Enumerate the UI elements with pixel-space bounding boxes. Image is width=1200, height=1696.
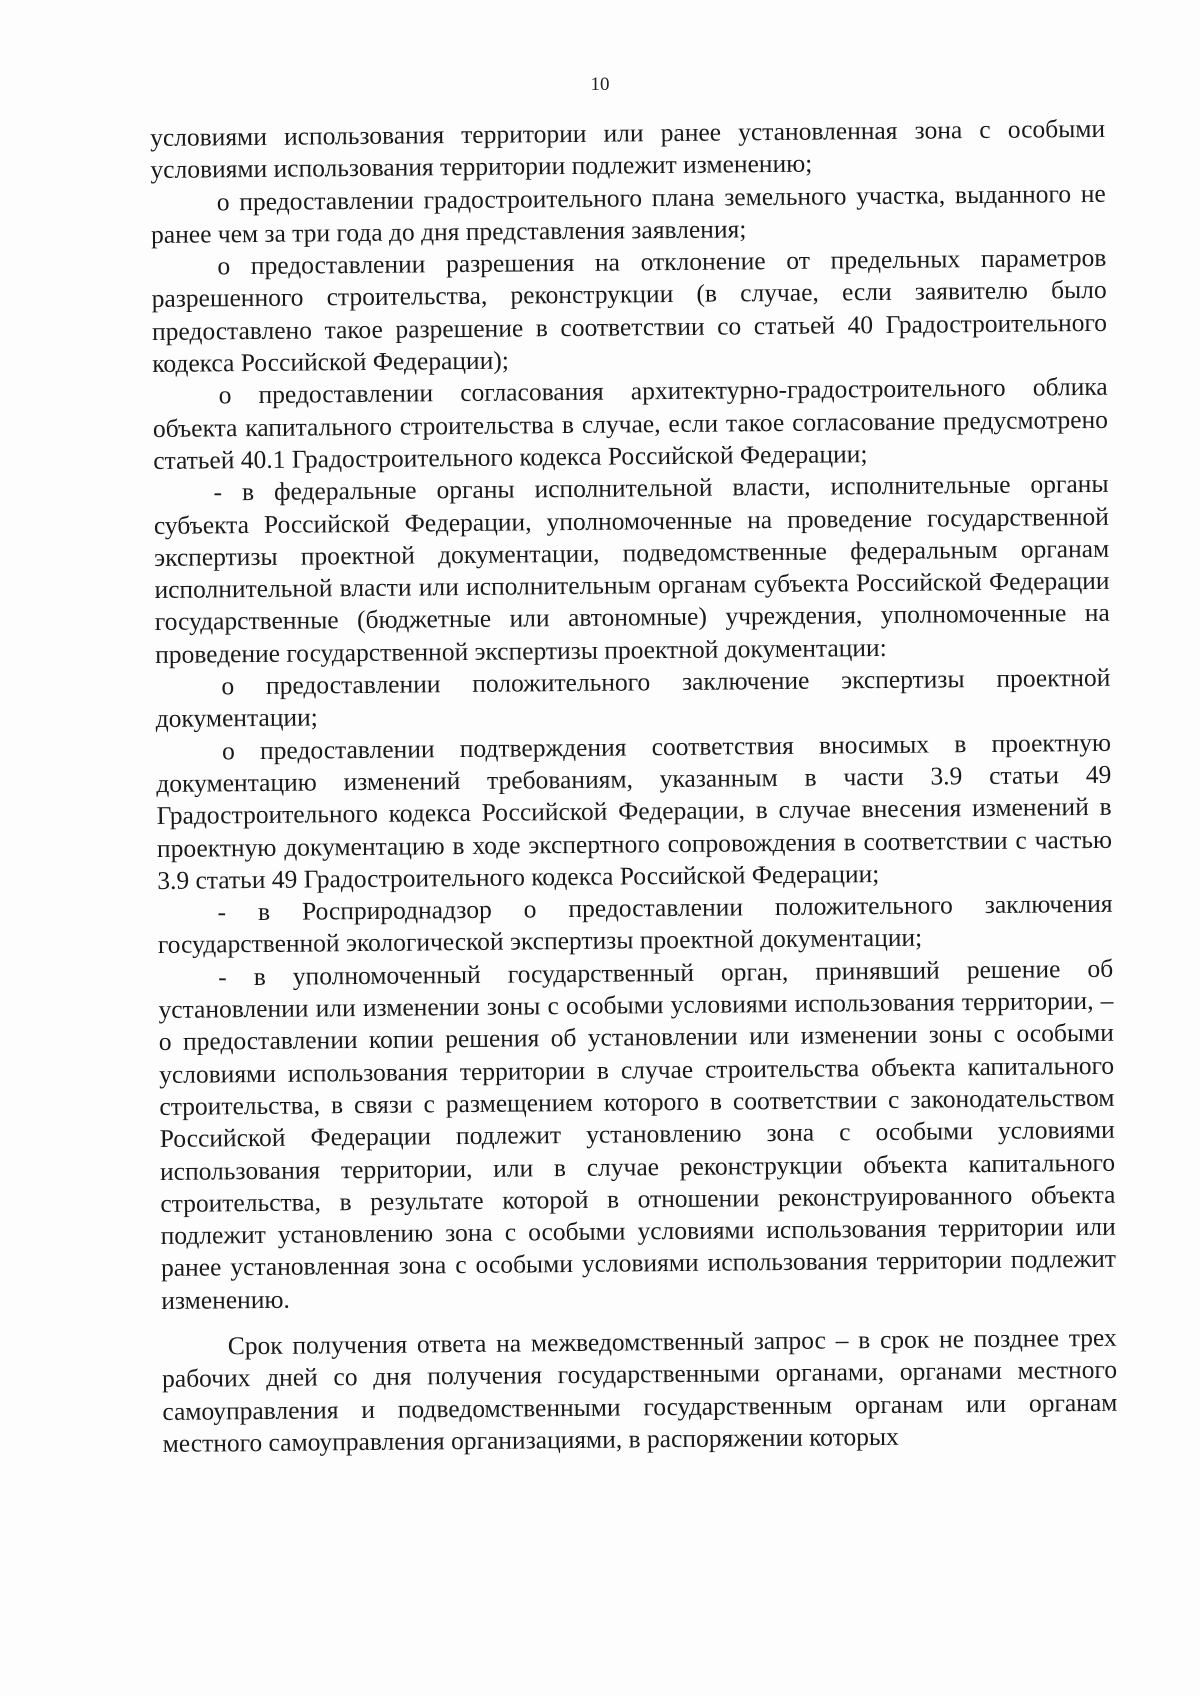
document-body: [150, 113, 1118, 1460]
paragraph-positive-conclusion: о предоставлении положительного заключение экспертизы проектной документации;: [155, 662, 1111, 734]
paragraph-response-deadline: Срок получения ответа на межведомственный запрос – в срок не позднее трех рабочих дней со дня получения государственными органами, органами местного самоуправления и подведомственными государственным органам или органам местного самоуправления организациями, в распоряжении которых: [161, 1322, 1118, 1458]
paragraph-authorized-body: - в уполномоченный государственный орган, принявший решение об установлении или изменении зоны с особыми условиями использования территории, – о предоставлении копии решения об установлении или изменении зоны с особыми условиями использования территории в случае строительства объекта капитального строительства, в связи с размещением которого в соответствии с законодательством Российской Федерации подлежит установлению зона с особыми условиями использования территории, или в случае реконструкции объекта капитального строительства, в результате которой в отношении реконструированного объекта подлежит установлению зона с особыми условиями использования территории или ранее установленная зона с особыми условиями использования территории подлежит изменению.: [158, 953, 1117, 1315]
paragraph-federal-bodies: - в федеральные органы исполнительной власти, исполнительные органы субъекта Российской Федерации, уполномоченные на проведение государственной экспертизы проектной документации, подведомственные федеральным органам исполнительной власти или исполнительным органам субъекта Российской Федерации государственные (бюджетные или автономные) учреждения, уполномоченные на проведение государственной экспертизы проектной документации:: [153, 469, 1110, 669]
paragraph-compliance-confirmation: о предоставлении подтверждения соответствия вносимых в проектную документацию изменений требованиям, указанным в части 3.9 статьи 49 Градостроительного кодекса Российской Федерации, в случае внесения изменений в проектную документацию в ходе экспертного сопровождения в соответствии с частью 3.9 статьи 49 Градостроительного кодекса Российской Федерации;: [156, 727, 1113, 895]
paragraph-rosprirodnadzor: - в Росприроднадзор о предоставлении положительного заключения государственной экологической экспертизы проектной документации;: [157, 888, 1113, 960]
paragraph-continuation: условиями использования территории или ранее установленная зона с особыми условиями использования территории подлежит изменению;: [150, 113, 1106, 185]
paragraph-deviation-permit: о предоставлении разрешения на отклонение от предельных параметров разрешенного строительства, реконструкции (в случае, если заявителю было предоставлено такое разрешение в соответствии со статьей 40 Градостроительного кодекса Российской Федерации);: [151, 243, 1108, 379]
page-number: 10: [590, 74, 610, 95]
paragraph-architectural-approval: о предоставлении согласования архитектурно-градостроительного облика объекта капитального строительства в случае, если такое согласование предусмотрено статьей 40.1 Градостроительного кодекса Российской Федерации;: [152, 372, 1109, 475]
paragraph-gradplan: о предоставлении градостроительного плана земельного участка, выданного не ранее чем за три года до дня представления заявления;: [150, 178, 1106, 249]
